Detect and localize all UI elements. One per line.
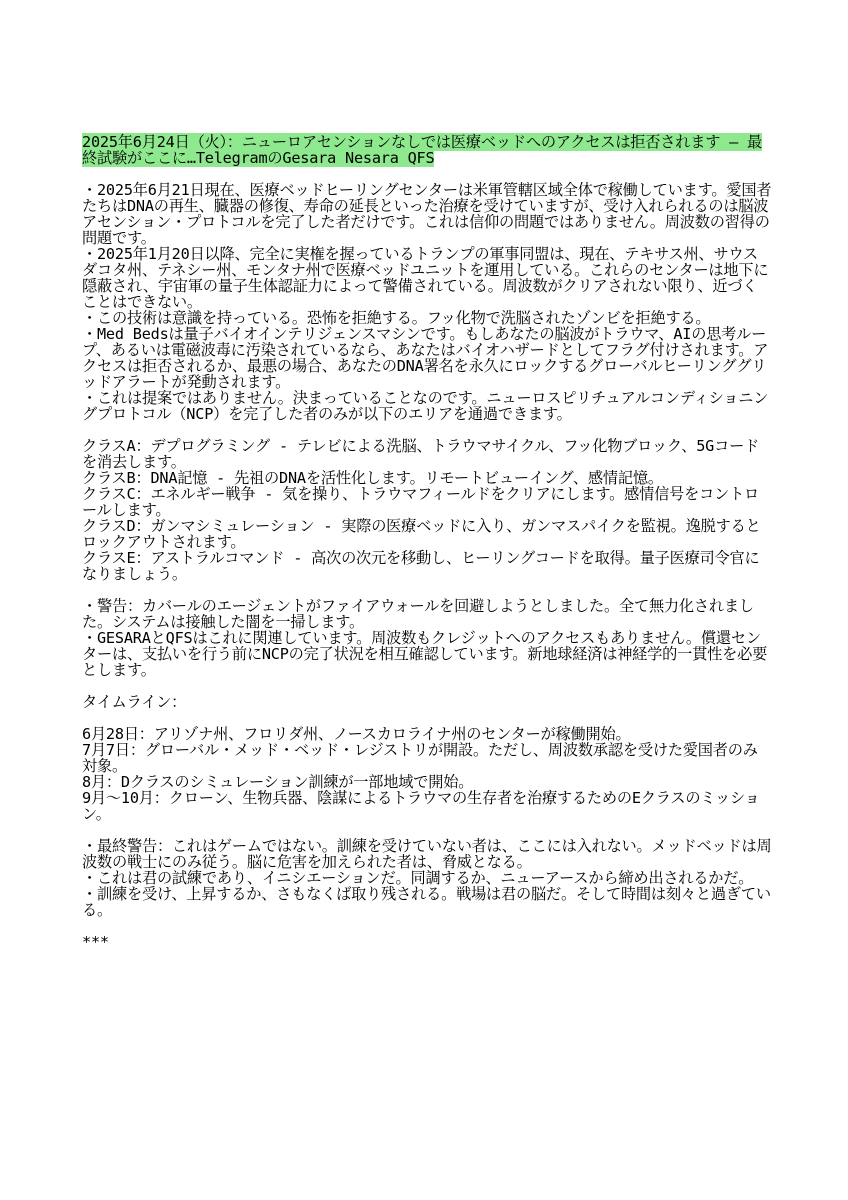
- class-list: [82, 438, 772, 582]
- class-item: クラスD：ガンマシミュレーション - 実際の医療ベッドに入り、ガンマスパイクを監視。逸脱するとロックアウトされます。: [82, 517, 761, 551]
- spacer: [82, 710, 772, 726]
- section-main: [82, 182, 772, 422]
- footer-asterisks: ***: [82, 933, 109, 951]
- paragraph: ・最終警告：これはゲームではない。訓練を受けていない者は、ここには入れない。メッドベッドは周波数の戦士にのみ従う。脳に危害を加えられた者は、脅威となる。: [82, 837, 772, 871]
- paragraph: ・訓練を受け、上昇するか、さもなくば取り残される。戦場は君の脳だ。そして時間は刻々と過ぎている。: [82, 885, 771, 919]
- document-title: 2025年6月24日（火）：ニューロアセンションなしでは医療ベッドへのアクセスは拒否されます ― 最終試験がここに…TelegramのGesara Nesara QFS: [82, 133, 763, 167]
- timeline-heading: タイムライン：: [82, 693, 187, 711]
- spacer: [82, 678, 772, 694]
- spacer: [82, 822, 772, 838]
- timeline-item: 6月28日：アリゾナ州、フロリダ州、ノースカロライナ州のセンターが稼働開始。: [82, 725, 631, 743]
- paragraph: ・Med Bedsは量子バイオインテリジェンスマシンです。もしあなたの脳波がトラウマ、AIの思考ループ、あるいは電磁波毒に汚染されているなら、あなたはバイオハザードとしてフラグ付けされます。アクセスは拒否されるか、最悪の場合、あなたのDNA署名を永久にロックするグローバルヒーリンググリッドアラートが発動されます。: [82, 325, 769, 391]
- timeline-list: [82, 726, 772, 822]
- spacer: [82, 582, 772, 598]
- class-item: クラスE：アストラルコマンド - 高次の次元を移動し、ヒーリングコードを取得。量子医療司令官になりましょう。: [82, 549, 760, 583]
- timeline-item: 8月：Dクラスのシミュレーション訓練が一部地域で開始。: [82, 773, 474, 791]
- class-item: クラスB：DNA記憶 - 先祖のDNAを活性化します。リモートビューイング、感情記憶。: [82, 469, 663, 487]
- paragraph: ・警告：カバールのエージェントがファイアウォールを回避しようとしました。全て無力化されました。システムは接触した闇を一掃します。: [82, 597, 754, 631]
- spacer: [82, 918, 772, 934]
- class-item: クラスC：エネルギー戦争 - 気を操り、トラウマフィールドをクリアにします。感情信号をコントロールします。: [82, 485, 760, 519]
- paragraph: ・2025年1月20日以降、完全に実権を握っているトランプの軍事同盟は、現在、テキサス州、サウスダコタ州、テネシー州、モンタナ州で医療ベッドユニットを運用している。これらのセンターは地下に隠蔽され、宇宙軍の量子生体認証力によって警備されている。周波数がクリアされない限り、近づくことはできない。: [82, 245, 769, 311]
- paragraph: ・これは提案ではありません。決まっていることなのです。ニューロスピリチュアルコンディショニングプロトコル（NCP）を完了した者のみが以下のエリアを通過できます。: [82, 389, 769, 423]
- timeline-item: 7月7日：グローバル・メッド・ベッド・レジストリが開設。ただし、周波数承認を受けた愛国者のみ対象。: [82, 741, 758, 775]
- paragraph: ・これは君の試練であり、イニシエーションだ。同調するか、ニューアースから締め出されるかだ。: [82, 869, 754, 887]
- title-block: [82, 134, 772, 166]
- class-item: クラスA：デプログラミング - テレビによる洗脳、トラウマサイクル、フッ化物ブロック、5Gコードを消去します。: [82, 437, 760, 471]
- paragraph: ・GESARAとQFSはこれに関連しています。周波数もクレジットへのアクセスもありません。償還センターは、支払いを行う前にNCPの完了状況を相互確認しています。新地球経済は神経学的一貫性を必要とします。: [82, 629, 768, 679]
- spacer: [82, 422, 772, 438]
- timeline-item: 9月～10月：クローン、生物兵器、陰謀によるトラウマの生存者を治療するためのEクラスのミッション。: [82, 789, 760, 823]
- document-page: [82, 134, 772, 950]
- section-warning: [82, 598, 772, 678]
- paragraph: ・2025年6月21日現在、医療ベッドヒーリングセンターは米軍管轄区域全体で稼働しています。愛国者たちはDNAの再生、臓器の修復、寿命の延長といった治療を受けていますが、受け入れられるのは脳波アセンション・プロトコルを完了した者だけです。これは信仰の問題ではありません。周波数の習得の問題です。: [82, 181, 772, 247]
- paragraph: ・この技術は意識を持っている。恐怖を拒絶する。フッ化物で洗脳されたゾンビを拒絶する。: [82, 309, 711, 327]
- section-final: [82, 838, 772, 918]
